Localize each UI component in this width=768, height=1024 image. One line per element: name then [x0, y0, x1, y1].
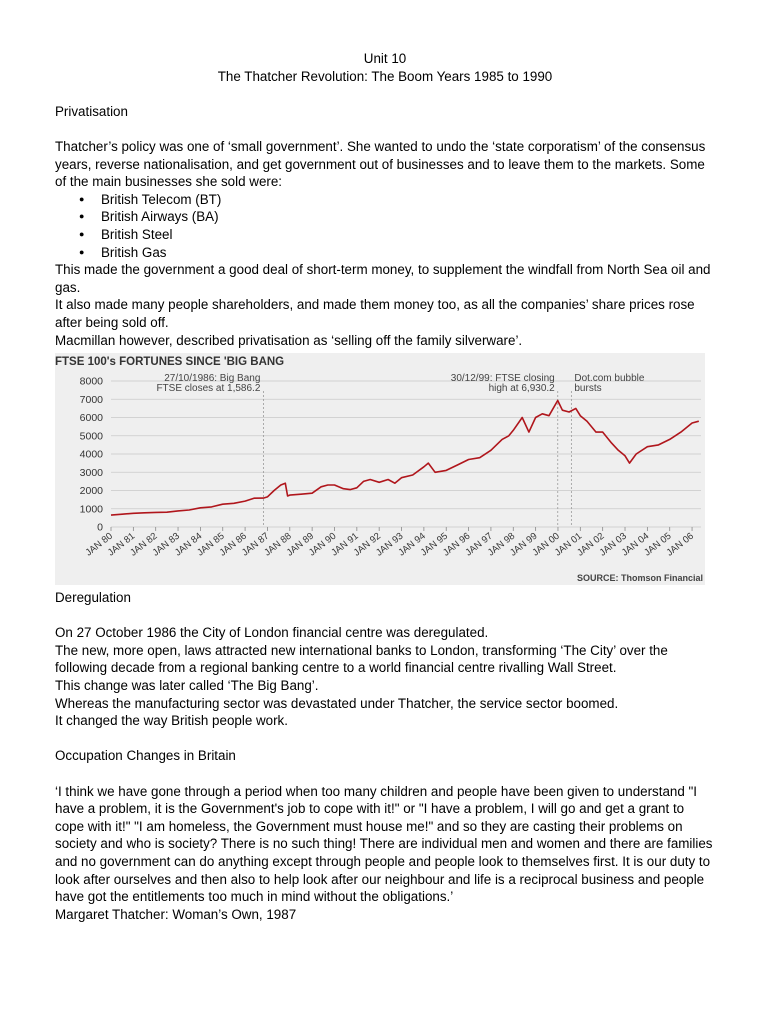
x-tick-label: JAN 03: [597, 530, 629, 559]
list-item: ● British Gas: [101, 244, 715, 262]
x-tick-label: JAN 96: [441, 530, 473, 559]
x-tick-label: JAN 00: [530, 530, 562, 559]
list-item: ● British Airways (BA): [101, 208, 715, 226]
x-tick-label: JAN 99: [508, 530, 540, 559]
y-tick-label: 2000: [79, 485, 103, 498]
annotation-big-bang-line2: FTSE closes at 1,586.2: [156, 383, 261, 395]
x-tick-label: JAN 83: [150, 530, 182, 559]
x-tick-label: JAN 95: [418, 530, 451, 559]
page-title: The Thatcher Revolution: The Boom Years 1985 to 1990: [217, 68, 553, 84]
x-tick-label: JAN 92: [351, 530, 384, 559]
privatisation-paragraph: Macmillan however, described privatisation as ‘selling off the family silverware’.: [55, 332, 523, 348]
chart-source: SOURCE: Thomson Financial: [576, 573, 703, 584]
occupation-heading: Occupation Changes in Britain: [55, 748, 236, 764]
x-tick-label: JAN 89: [284, 530, 316, 559]
list-item: ● British Telecom (BT): [101, 191, 715, 209]
x-tick-label: JAN 05: [642, 530, 674, 559]
y-tick-label: 7000: [79, 393, 103, 406]
annotation-dotcom-line1: Dot.com bubble: [574, 373, 645, 385]
x-tick-label: JAN 87: [239, 530, 272, 559]
annotation-big-bang-line1: 27/10/1986: Big Bang: [164, 373, 261, 385]
x-tick-label: JAN 80: [83, 530, 115, 559]
x-tick-label: JAN 90: [307, 530, 339, 559]
x-tick-label: JAN 82: [128, 530, 160, 559]
x-tick-label: JAN 97: [463, 530, 495, 559]
deregulation-paragraph: On 27 October 1986 the City of London financial centre was deregulated.: [55, 625, 489, 641]
x-tick-label: JAN 84: [172, 530, 205, 559]
y-tick-label: 4000: [79, 448, 103, 461]
privatisation-heading: Privatisation: [55, 103, 128, 119]
x-tick-label: JAN 01: [552, 530, 585, 559]
deregulation-heading: Deregulation: [55, 590, 131, 606]
x-tick-label: JAN 04: [619, 530, 652, 559]
chart-title: FTSE 100's FORTUNES SINCE 'BIG BANG: [55, 356, 285, 369]
annotation-ftse-high-line1: 30/12/99: FTSE closing: [450, 373, 555, 385]
x-tick-label: JAN 02: [575, 530, 607, 559]
deregulation-paragraph: It changed the way British people work.: [55, 713, 288, 729]
x-tick-label: JAN 88: [262, 530, 294, 559]
annotation-ftse-high-line2: high at 6,930.2: [488, 383, 555, 395]
business-list: [55, 191, 715, 261]
list-item: ● British Steel: [101, 226, 715, 244]
y-tick-label: 0: [97, 521, 103, 534]
privatisation-paragraph: It also made many people shareholders, and made them money too, as all the companies’ share prices rose after being sold off.: [55, 297, 695, 330]
quote-attribution: Margaret Thatcher: Woman’s Own, 1987: [55, 906, 297, 922]
x-tick-label: JAN 86: [217, 530, 249, 559]
ftse-chart-svg: [55, 353, 705, 585]
y-tick-label: 5000: [79, 430, 103, 443]
x-tick-label: JAN 94: [396, 530, 428, 559]
x-tick-label: JAN 06: [664, 530, 696, 559]
ftse-chart: [55, 353, 705, 585]
privatisation-paragraph: This made the government a good deal of short-term money, to supplement the windfall from North Sea oil and gas.: [55, 262, 711, 295]
deregulation-paragraph: This change was later called ‘The Big Bang’.: [55, 678, 319, 694]
deregulation-paragraph: The new, more open, laws attracted new international banks to London, transforming ‘The City’ over the following decade from a regional banking centre to a world financial centre rivalling Wall Street.: [55, 642, 668, 676]
x-tick-label: JAN 93: [374, 530, 406, 559]
document-page: [55, 50, 715, 923]
x-tick-label: JAN 85: [195, 530, 227, 559]
annotation-dotcom-line2: bursts: [574, 383, 602, 395]
privatisation-intro: Thatcher’s policy was one of ‘small government’. She wanted to undo the ‘state corporatism’ of the consensus years, reverse nationalisation, and get government out of businesses and to leave them to the markets. Some of the main businesses she sold were:: [55, 138, 706, 190]
deregulation-paragraph: Whereas the manufacturing sector was devastated under Thatcher, the service sector boomed.: [55, 695, 619, 711]
y-tick-label: 6000: [79, 412, 103, 425]
thatcher-quote: ‘I think we have gone through a period when too many children and people have been given to understand "I have a problem, it is the Government's job to cope with it!" or "I have a problem, I will go and get a grant to cope with it!" "I am homeless, the Government must house me!" and so they are casting their problems on society and who is society? There is no such thing! There are individual men and women and there are families and no government can do anything except through people and people look to themselves first. It is our duty to look after ourselves and then also to help look after our neighbour and life is a reciprocal business and people have got the entitlements too much in mind without the obligations.’: [55, 783, 713, 905]
y-tick-label: 1000: [79, 503, 103, 516]
unit-label: Unit 10: [363, 51, 407, 66]
x-tick-label: JAN 98: [485, 530, 518, 559]
y-tick-label: 3000: [79, 466, 103, 479]
x-tick-label: JAN 91: [329, 530, 361, 559]
x-tick-label: JAN 81: [105, 530, 138, 559]
y-tick-label: 8000: [79, 375, 103, 388]
